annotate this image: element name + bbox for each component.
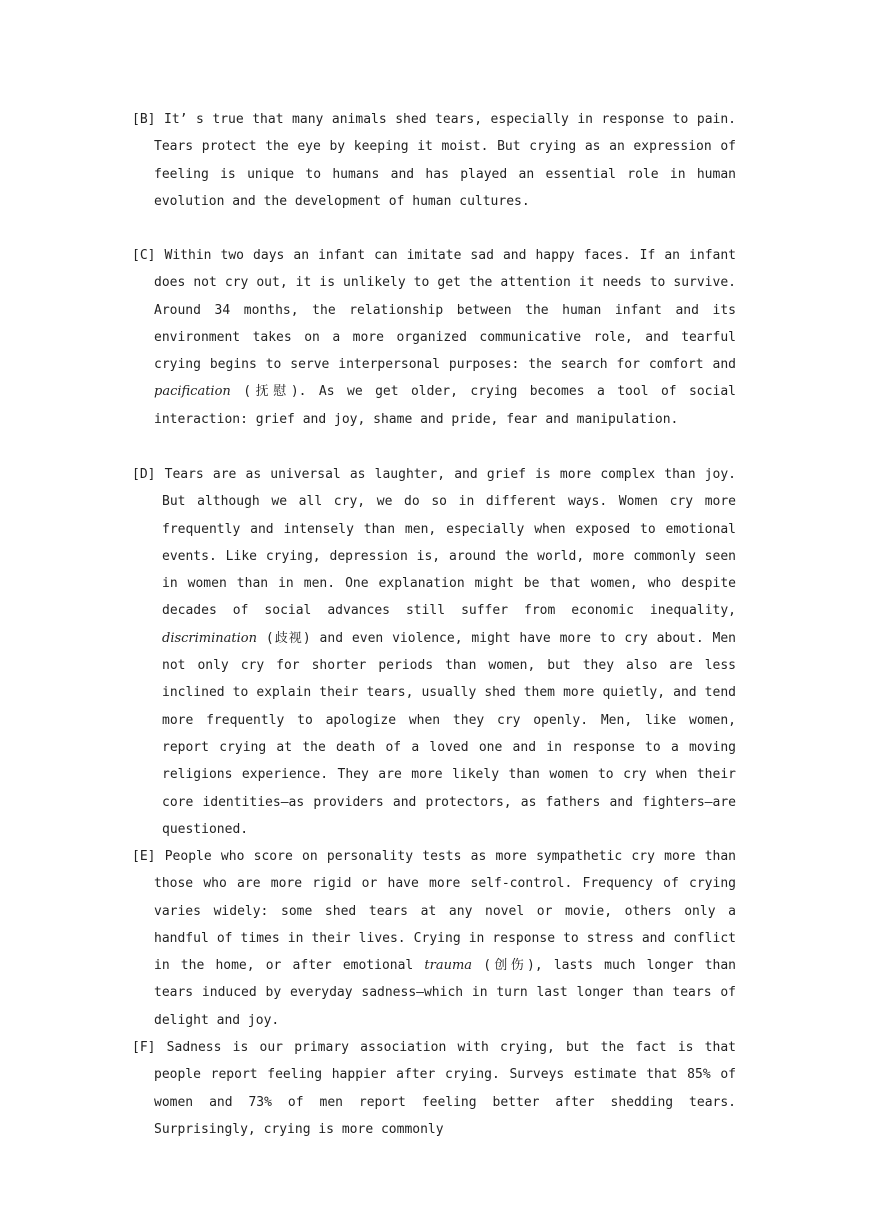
- paragraph-e: [132, 843, 736, 1034]
- paragraph-e-text-after: (创伤), lasts much longer than tears induced by everyday sadness—which in turn last longer than tears of delight and joy.: [154, 958, 736, 1028]
- paragraph-e-text-before: [E] People who score on personality tests as more sympathetic cry more than those who are more rigid or have more self-control. Frequency of crying varies widely: some shed tears at any novel or movie, others only a handful of times in their lives. Crying in response to stress and conflict in the home, or after emotional: [132, 849, 736, 974]
- paragraph-d-italic-term: discrimination: [162, 630, 257, 646]
- paragraph-b-text: [B] It’ s true that many animals shed tears, especially in response to pain. Tears protect the eye by keeping it moist. But crying as an expression of feeling is unique to humans and has played an essential role in human evolution and the development of human cultures.: [132, 112, 736, 209]
- paragraph-e-italic-term: trauma: [424, 958, 473, 974]
- paragraph-f: [132, 1034, 736, 1143]
- paragraph-f-text: [F] Sadness is our primary association with crying, but the fact is that people report feeling happier after crying. Surveys estimate that 85% of women and 73% of men report feeling better after shedding tears. Surprisingly, crying is more commonly: [132, 1040, 736, 1137]
- paragraph-d-text-after: (歧视) and even violence, might have more to cry about. Men not only cry for shorter periods than women, but they also are less inclined to explain their tears, usually shed them more quietly, and tend more frequently to apologize when they cry openly. Men, like women, report crying at the death of a loved one and in response to a moving religions experience. They are more likely than women to cry when their core identities—as providers and protectors, as fathers and fighters—are questioned.: [162, 630, 736, 837]
- paragraph-c-italic-term: pacification: [154, 384, 231, 400]
- paragraph-c-text-before: [C] Within two days an infant can imitate sad and happy faces. If an infant does not cry out, it is unlikely to get the attention it needs to survive. Around 34 months, the relationship between the human infant and its environment takes on a more organized communicative role, and tearful crying begins to serve interpersonal purposes: the search for comfort and: [132, 248, 736, 373]
- paragraph-d: [132, 461, 736, 843]
- paragraph-b: [132, 106, 736, 215]
- paragraph-d-text-before: [D] Tears are as universal as laughter, and grief is more complex than joy. But although we all cry, we do so in different ways. Women cry more frequently and intensely than men, especially when exposed to emotional events. Like crying, depression is, around the world, more commonly seen in women than in men. One explanation might be that women, who despite decades of social advances still suffer from economic inequality,: [132, 467, 736, 619]
- paragraph-c-text-after: (抚慰). As we get older, crying becomes a tool of social interaction: grief and joy, shame and pride, fear and manipulation.: [154, 384, 736, 427]
- paragraph-c: [132, 242, 736, 433]
